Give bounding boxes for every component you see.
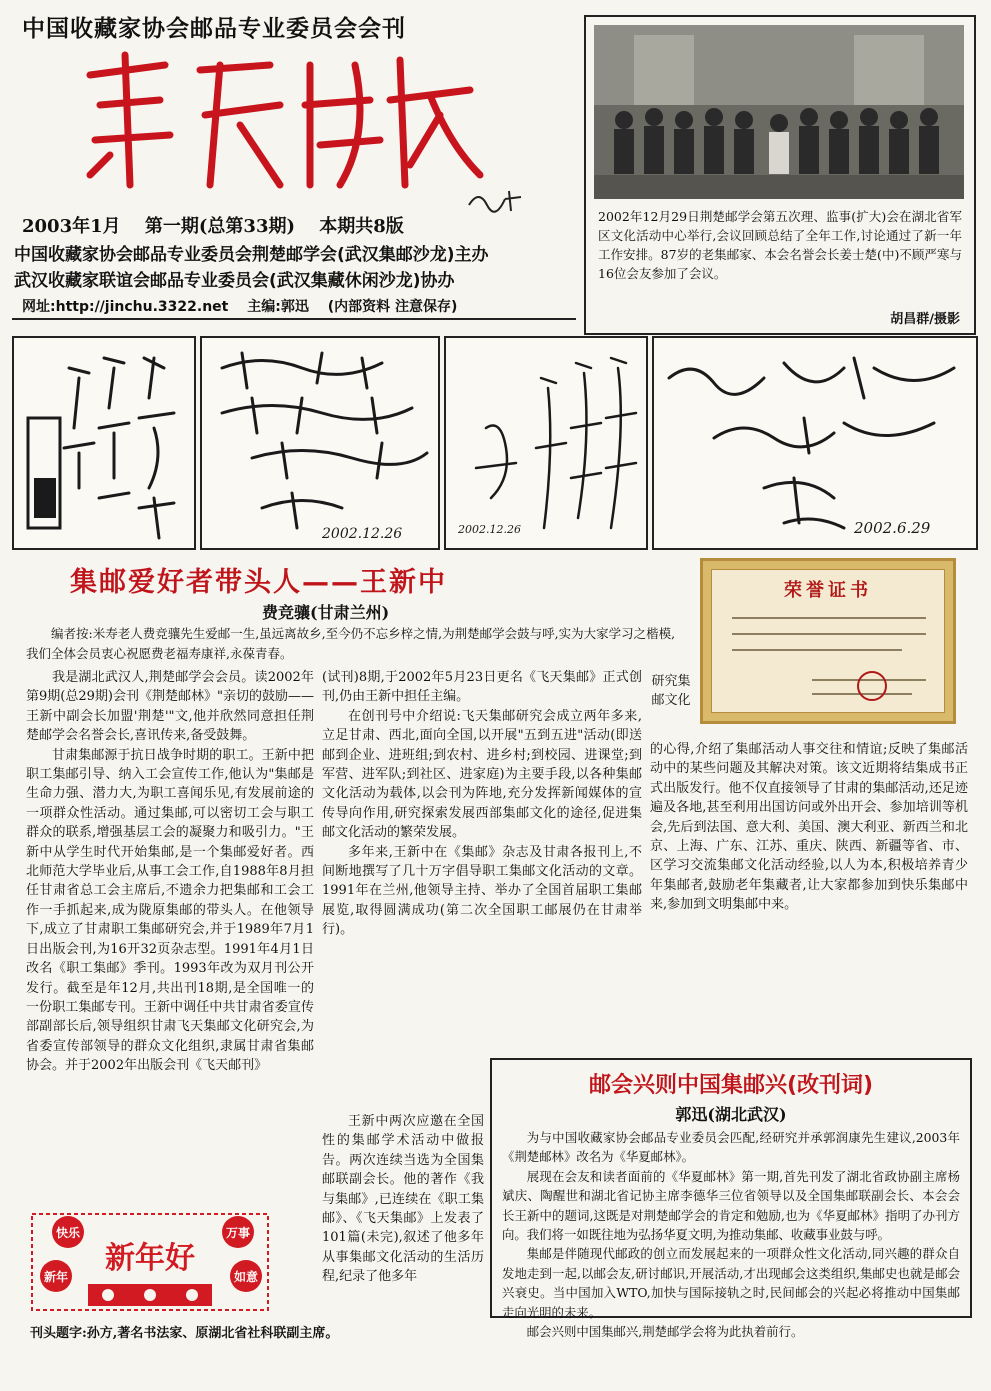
article2-para: 邮会兴则中国集邮兴,荆楚邮学会将为此执着前行。 xyxy=(526,1324,804,1340)
calligraphy-panel-2 xyxy=(200,336,440,550)
calligraphy-panel-4 xyxy=(652,336,978,550)
article1-byline: 费竞骧(甘肃兰州) xyxy=(262,603,390,622)
editor-note: 编者按:米寿老人费竞骧先生爱邮一生,虽远离故乡,至今仍不忘乡梓之情,为荆楚邮学会鼓与呼,实为大家学习之楷模,我们全体会员衷心祝愿费老福寿康祥,永葆青春。 xyxy=(26,626,676,661)
article1-col1-para: 甘肃集邮源于抗日战争时期的职工。王新中把职工集邮引导、纳入工会宣传工作,他认为"集邮是生命力强、潜力大,为职工喜闻乐见,有发展前途的一项群众性活动。通过集邮,可以密切工会与职工群众的联系,增强基层工会的凝聚力和吸引力。"王新中从学生时代开始集邮,是一个集邮爱好者。西北师范大学毕业后,从事工会工作,自1988年8月担任甘肃省总工会主席后,不遗余力把集邮和工会工作一手抓起来,成为陇原集邮的带头人。在他领导下,成立了甘肃职工集邮研究会,并于1989年7月1日出版会刊,为16开32页杂志型。1991年4月1日改名《职工集邮》季刊。1993年改为双月刊公开发行。截至是年12月,共出刊18期,是全国唯一的一份职工集邮专刊。王新中调任中共甘肃省委宣传部副部长后,领导组织甘肃飞天集邮文化研究会,为省委宣传部领导的群众文化组织,隶属甘肃省集邮协会。并于2002年出版会刊《飞天邮刊》 xyxy=(26,747,314,1074)
ny-corner-tl: 快乐 xyxy=(55,1226,81,1240)
header-rule xyxy=(12,318,576,320)
article1-col3-para: 的心得,介绍了集邮活动人事交往和情谊;反映了集邮活动中的某些问题及其解决对策。该文近期将结集成书正式出版发行。他不仅直接领导了甘肃的集邮活动,还足迹遍及各地,甚至利用出国访问或外出开会、参加培训等机会,先后到法国、意大利、美国、澳大利亚、新西兰和北京、上海、广东、江苏、重庆、陕西、新疆等省、市、区学习交流集邮文化活动经验,以人为本,积极培养青少年集邮者,鼓励老年集藏者,让大家都参加到快乐集邮中来,参加到文明集邮中来。 xyxy=(650,742,968,913)
article1-col2-para: 在创刊号中介绍说:飞天集邮研究会成立两年多来,立足甘肃、西北,面向全国,以开展"五到五进"活动(即送邮到企业、进班组;到农村、进乡村;到校园、进课堂;到军营、进军队;到社区、进家庭)为主要手段,以各种集邮文化活动为载体,以会刊为阵地,充分发挥新闻媒体的宣传导向作用,研究探索发展西部集邮文化的途径,促进集邮文化活动的繁荣发展。 xyxy=(322,708,642,841)
article1-column-2-top xyxy=(322,668,642,940)
ny-corner-tr: 万事 xyxy=(225,1226,251,1240)
photo-box xyxy=(584,15,976,335)
honor-certificate xyxy=(700,558,956,724)
article2-body xyxy=(502,1128,960,1341)
article1-col1-para: 我是湖北武汉人,荆楚邮学会会员。读2002年第9期(总29期)会刊《荆楚邮林》"亲切的鼓励——王新中副会长加盟'荆楚'"文,他并欣然同意担任荆楚邮学会名誉会长,喜讯传来,备受鼓舞。 xyxy=(26,670,314,744)
internal-note: (内部资料 注意保存) xyxy=(327,299,458,315)
masthead-calligraphy xyxy=(70,45,490,195)
article2-para: 集邮是伴随现代邮政的创立而发展起来的一项群众性文化活动,同兴趣的群众自发地走到一起,以邮会友,研讨邮识,开展活动,才出现邮会这类组织,集邮史也就是邮会兴衰史。当中国加入WTO,加快与国际接轨之时,民间邮会的兴起必将推动中国集邮走向光明的未来。 xyxy=(502,1246,960,1320)
article1-col2-para: 王新中两次应邀在全国性的集邮学术活动中做报告。两次连续当选为全国集邮联副会长。他的著作《我与集邮》,已连续在《职工集邮》、《飞天集邮》上发表了101篇(未完),叙述了他多年从事集邮文化活动的生活历程,纪录了他多年 xyxy=(322,1114,484,1285)
calligraphy-panel-3 xyxy=(444,336,648,550)
ny-main-text: 新年好 xyxy=(105,1241,195,1276)
article2-headline: 邮会兴则中国集邮兴(改刊词) xyxy=(588,1073,874,1098)
masthead-signature xyxy=(465,185,525,215)
article2-para: 为与中国收藏家协会邮品专业委员会匹配,经研究并承郭润康先生建议,2003年《荆楚邮林》改名为《华夏邮林》。 xyxy=(502,1130,960,1165)
photo-credit: 胡昌群/摄影 xyxy=(890,312,960,327)
issue-number: 第一期(总第33期) xyxy=(144,216,295,237)
org-title: 中国收藏家协会邮品专业委员会会刊 xyxy=(22,16,406,42)
calligraphy-4-date: 2002.6.29 xyxy=(854,519,931,537)
ny-corner-bl: 新年 xyxy=(43,1270,69,1284)
editorial-box xyxy=(490,1058,972,1340)
article2-para: 展现在会友和读者面前的《华夏邮林》第一期,首先刊发了湖北省政协副主席杨斌庆、陶醒世和湖北省记协主席李德华三位省领导以及全国集邮联副会长、本会会长王新中的题词,这既是对荆楚邮学会的肯定和勉励,也为《华夏邮林》指明了办刊方向。我们将一如既往地为弘扬华夏文明,为推动集邮、收藏事业鼓与呼。 xyxy=(502,1168,960,1243)
ny-corner-br: 如意 xyxy=(233,1270,259,1284)
certificate-title: 荣誉证书 xyxy=(784,580,872,601)
calligraphy-2-date: 2002.12.26 xyxy=(322,526,403,542)
article1-headline: 集邮爱好者带头人——王新中 xyxy=(70,567,447,598)
issue-line xyxy=(22,212,422,238)
web-line xyxy=(22,296,471,316)
article1-column-3 xyxy=(650,740,968,915)
host-line: 中国收藏家协会邮品专业委员会荆楚邮学会(武汉集邮沙龙)主办 xyxy=(14,245,489,265)
issue-date: 2003年1月 xyxy=(22,216,121,237)
group-photo xyxy=(594,25,964,199)
calligraphy-panel-1 xyxy=(12,336,196,550)
co-host-line: 武汉收藏家联谊会邮品专业委员会(武汉集藏休闲沙龙)协办 xyxy=(14,271,455,291)
footer-credit: 刊头题字:孙方,著名书法家、原湖北省社科联副主席。 xyxy=(30,1326,339,1341)
article1-column-2-bottom xyxy=(322,1112,484,1287)
article1-column-1 xyxy=(26,668,314,1076)
article1-col2-para: (试刊)8期,于2002年5月23日更名《飞天集邮》正式创刊,仍由王新中担任主编。 xyxy=(322,670,642,705)
chief-editor: 主编:郭迅 xyxy=(247,299,309,315)
page-count: 本期共8版 xyxy=(319,216,404,237)
article1-narrow-text: 研究集邮文化 xyxy=(651,674,691,708)
website: 网址:http://jinchu.3322.net xyxy=(22,299,229,315)
article1-col2-para: 多年来,王新中在《集邮》杂志及甘肃各报刊上,不间断地撰写了几十万字倡导职工集邮文化活动的文章。1991年在兰州,他领导主持、举办了全国首届职工集邮展览,取得圆满成功(第二次全国职工邮展仍在甘肃举行)。 xyxy=(322,844,642,938)
calligraphy-3-date: 2002.12.26 xyxy=(458,523,521,536)
photo-caption: 2002年12月29日荆楚邮学会第五次理、监事(扩大)会在湖北省军区文化活动中心举行,会议回顾总结了全年工作,讨论通过了新一年工作安排。87岁的老集邮家、本会名誉会长姜士楚(中)不顾严寒与16位会友参加了会议。 xyxy=(598,209,962,281)
new-year-papercut xyxy=(28,1210,272,1314)
article2-byline: 郭迅(湖北武汉) xyxy=(675,1105,787,1124)
